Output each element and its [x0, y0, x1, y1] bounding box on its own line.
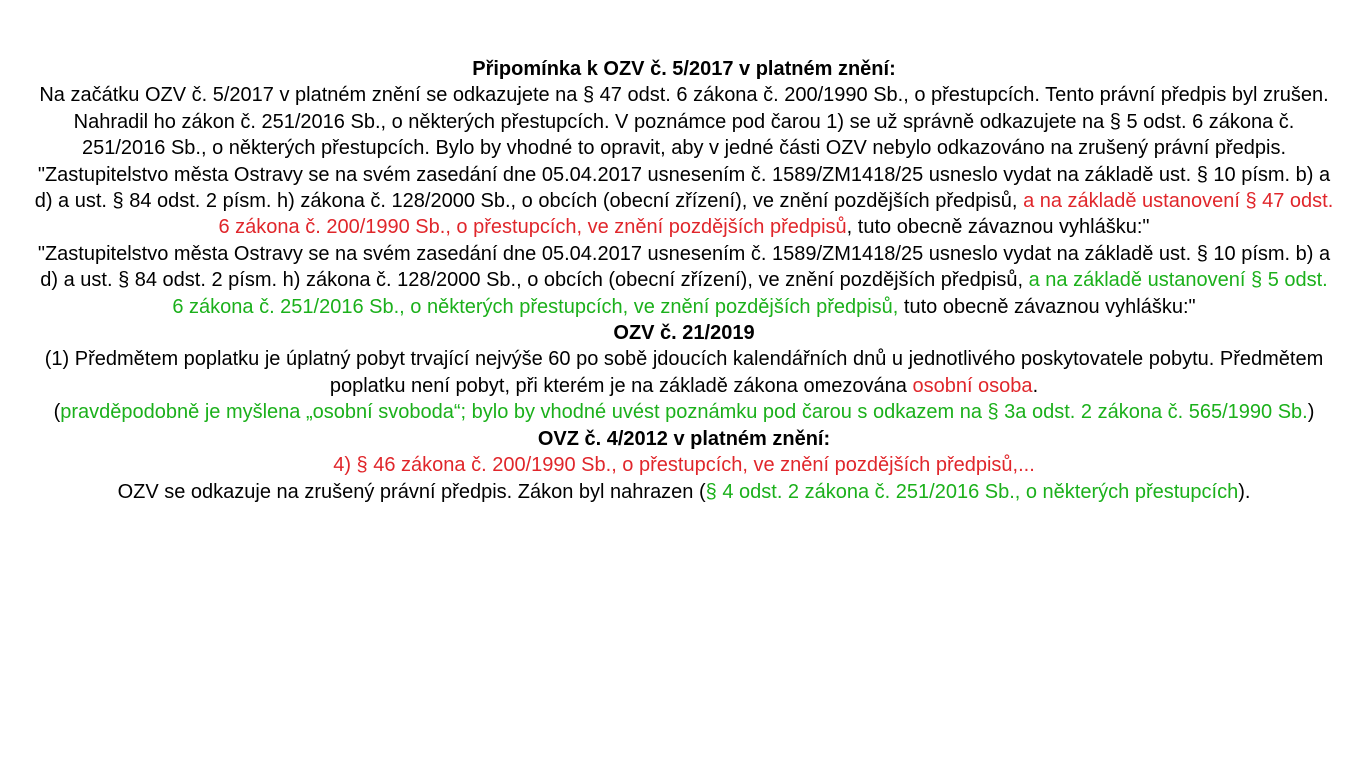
- section2-paragraph: [34, 346, 1334, 399]
- section3-paragraph: [34, 479, 1334, 505]
- quote-old: [34, 162, 1334, 241]
- section3-red-line: 4) § 46 zákona č. 200/1990 Sb., o přestupcích, ve znění pozdějších předpisů,...: [333, 454, 1035, 477]
- quote-new: [34, 241, 1334, 320]
- quote-new-highlight: a na základě ustanovení § 5 odst. 6 zákona č. 251/2016 Sb., o některých přestupcích, ve znění pozdějších předpisů,: [172, 269, 1328, 318]
- section2-text-after: .: [1032, 374, 1039, 397]
- section3-text-green: § 4 odst. 2 zákona č. 251/2016 Sb., o některých přestupcích: [705, 480, 1239, 503]
- quote-new-before: "Zastupitelstvo města Ostravy se na svém zasedání dne 05.04.2017 usnesením č. 1589/ZM1418/25 usneslo vydat na základě ust. § 10 písm. b) a d) a ust. § 84 odst. 2 písm. h) zákona č. 128/2000 Sb., o obcích (obecní zřízení), ve znění pozdějších předpisů,: [37, 242, 1331, 292]
- quote-new-after: tuto obecně závaznou vyhlášku:": [903, 295, 1196, 318]
- section2-note-green: pravděpodobně je myšlena „osobní svoboda“; bylo by vhodné uvést poznámku pod čarou s odkazem na § 3a odst. 2 zákona č. 565/1990 Sb.: [60, 401, 1308, 424]
- section2-note-close: ): [1307, 401, 1315, 424]
- section2-note: [34, 399, 1334, 425]
- section2-heading: OZV č. 21/2019: [613, 322, 755, 345]
- quote-old-after: , tuto obecně závaznou vyhlášku:": [846, 216, 1150, 239]
- section1-heading: Připomínka k OZV č. 5/2017 v platném znění:: [472, 58, 896, 80]
- section3-heading: OVZ č. 4/2012 v platném znění:: [537, 427, 831, 450]
- document-body: [34, 56, 1334, 505]
- section3-text-after: ).: [1238, 480, 1251, 503]
- quote-old-before: "Zastupitelstvo města Ostravy se na svém zasedání dne 05.04.2017 usnesením č. 1589/ZM1418/25 usneslo vydat na základě ust. § 10 písm. b) a d) a ust. § 84 odst. 2 písm. h) zákona č. 128/2000 Sb., o obcích (obecní zřízení), ve znění pozdějších předpisů,: [34, 163, 1331, 213]
- section2-note-open: (: [53, 401, 61, 424]
- section3-text-before: OZV se odkazuje na zrušený právní předpis. Zákon byl nahrazen (: [117, 480, 706, 503]
- section1-paragraph: Na začátku OZV č. 5/2017 v platném znění se odkazujete na § 47 odst. 6 zákona č. 200/1990 Sb., o přestupcích. Tento právní předpis byl zrušen. Nahradil ho zákon č. 251/2016 Sb., o některých přestupcích. V poznámce pod čarou 1) se už správně odkazujete na § 5 odst. 6 zákona č. 251/2016 Sb., o některých přestupcích. Bylo by vhodné to opravit, aby v jedné části OZV nebylo odkazováno na zrušený právní předpis.: [39, 84, 1329, 160]
- section2-text-before: (1) Předmětem poplatku je úplatný pobyt trvající nejvýše 60 po sobě jdoucích kalendářních dnů u jednotlivého poskytovatele pobytu. Předmětem poplatku není pobyt, při kterém je na základě zákona omezována: [44, 348, 1324, 397]
- quote-old-highlight: a na základě ustanovení § 47 odst. 6 zákona č. 200/1990 Sb., o přestupcích, ve znění pozdějších předpisů: [218, 190, 1334, 239]
- section2-text-red: osobní osoba: [912, 374, 1033, 397]
